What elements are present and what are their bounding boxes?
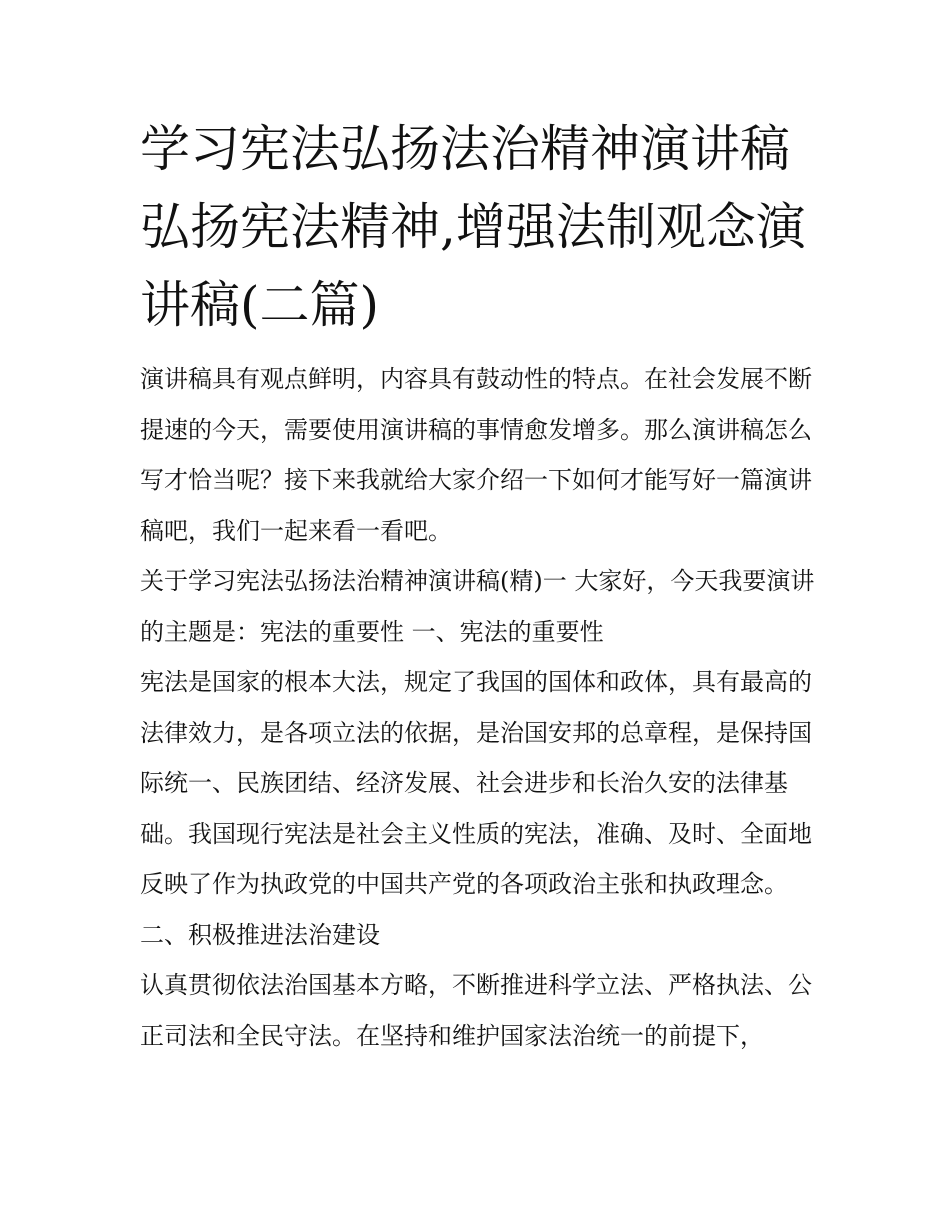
paragraph-rule-of-law: 认真贯彻依法治国基本方略，不断推进科学立法、严格执法、公正司法和全民守法。在坚持和维护国家法治统一的前提下， <box>140 971 812 1050</box>
document-page <box>140 110 816 1061</box>
document-title: 学习宪法弘扬法治精神演讲稿弘扬宪法精神,增强法制观念演讲稿(二篇) <box>140 120 806 334</box>
paragraph-speech-opening: 关于学习宪法弘扬法治精神演讲稿(精)一 大家好，今天我要演讲的主题是：宪法的重要性 一、宪法的重要性 <box>140 567 815 646</box>
section-heading-rule-of-law: 二、积极推进法治建设 <box>140 920 380 949</box>
paragraph-intro: 演讲稿具有观点鲜明，内容具有鼓动性的特点。在社会发展不断提速的今天，需要使用演讲稿的事情愈发增多。那么演讲稿怎么写才恰当呢？接下来我就给大家介绍一下如何才能写好一篇演讲稿吧，我们一起来看一看吧。 <box>140 365 812 545</box>
paragraph-constitution-importance: 宪法是国家的根本大法，规定了我国的国体和政体，具有最高的法律效力，是各项立法的依据，是治国安邦的总章程，是保持国际统一、民族团结、经济发展、社会进步和长治久安的法律基础。我国现行宪法是社会主义性质的宪法，准确、及时、全面地反映了作为执政党的中国共产党的各项政治主张和执政理念。 <box>140 668 812 898</box>
